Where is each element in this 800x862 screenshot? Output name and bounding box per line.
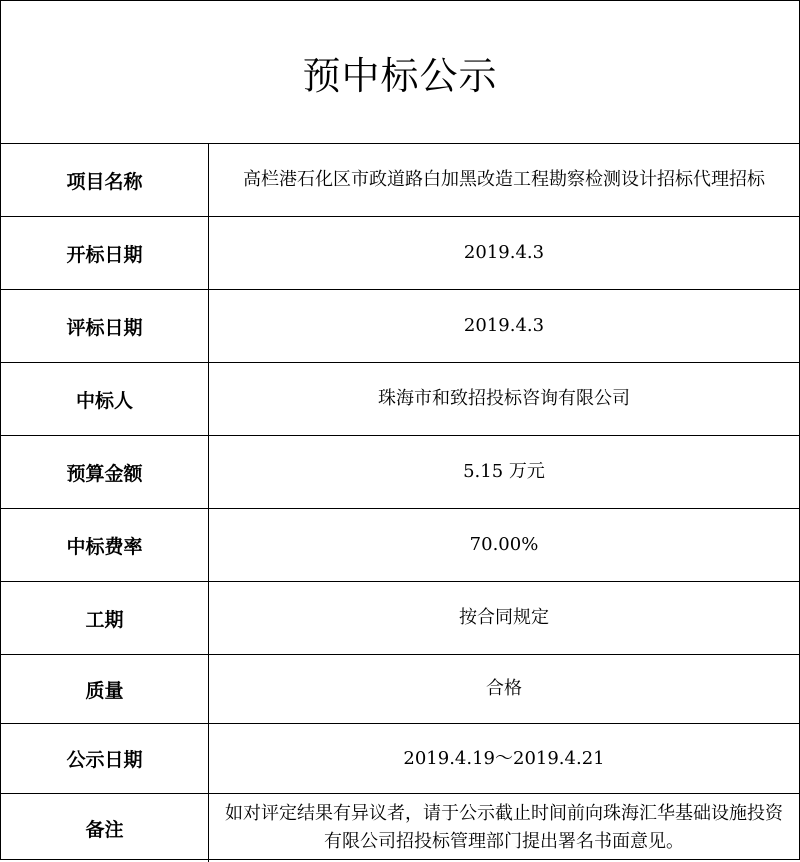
value-project-name: 高栏港石化区市政道路白加黑改造工程勘察检测设计招标代理招标 <box>243 169 765 190</box>
row-remarks <box>1 794 799 862</box>
value-quality: 合格 <box>486 678 522 699</box>
row-bid-open-date <box>1 217 799 290</box>
label-budget: 预算金额 <box>1 436 209 508</box>
row-quality <box>1 655 799 724</box>
title-row <box>1 1 799 144</box>
value-duration: 按合同规定 <box>459 607 549 628</box>
value-remarks: 如对评定结果有异议者，请于公示截止时间前向珠海汇华基础设施投资有限公司招投标管理部门提出署名书面意见。 <box>225 803 783 852</box>
value-budget: 5.15 万元 <box>463 461 545 482</box>
row-fee-rate <box>1 509 799 582</box>
value-evaluation-date: 2019.4.3 <box>463 315 545 336</box>
row-budget <box>1 436 799 509</box>
page-title: 预中标公示 <box>302 53 498 98</box>
label-project-name: 项目名称 <box>1 144 209 216</box>
label-remarks: 备注 <box>1 794 209 862</box>
value-bid-open-date: 2019.4.3 <box>463 242 545 263</box>
value-publicity-date: 2019.4.19～2019.4.21 <box>403 747 605 769</box>
row-winner <box>1 363 799 436</box>
label-fee-rate: 中标费率 <box>1 509 209 581</box>
label-bid-open-date: 开标日期 <box>1 217 209 289</box>
row-evaluation-date <box>1 290 799 363</box>
row-project-name <box>1 144 799 217</box>
label-quality: 质量 <box>1 655 209 723</box>
label-publicity-date: 公示日期 <box>1 724 209 793</box>
value-winner: 珠海市和致招投标咨询有限公司 <box>378 388 630 409</box>
label-evaluation-date: 评标日期 <box>1 290 209 362</box>
label-winner: 中标人 <box>1 363 209 435</box>
row-duration <box>1 582 799 655</box>
row-publicity-date <box>1 724 799 794</box>
value-fee-rate: 70.00% <box>469 534 539 555</box>
label-duration: 工期 <box>1 582 209 654</box>
